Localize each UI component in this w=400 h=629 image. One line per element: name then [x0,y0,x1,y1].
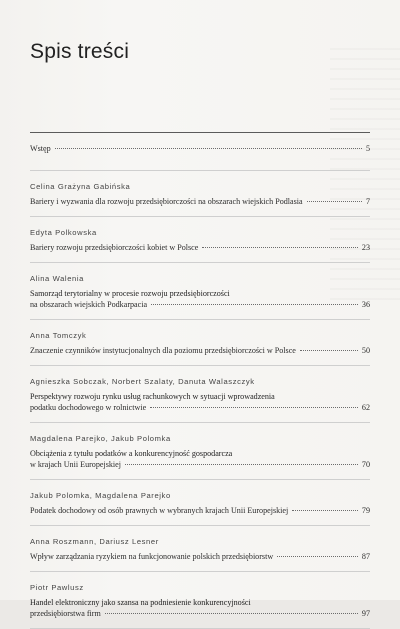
toc-entry-title-line: Perspektywy rozwoju rynku usług rachunkowych w sytuacji wprowadzenia [30,392,275,401]
toc-entry-authors: Edyta Polkowska [30,228,97,237]
toc-entry-page-number: 62 [361,403,370,412]
toc-entry-leader-line [30,242,370,253]
toc-entry-authors: Magdalena Parejko, Jakub Polomka [30,434,171,443]
toc-entry-leader-line [30,608,370,619]
toc-entry-leader-line [30,143,370,154]
toc-entry [30,366,370,423]
toc-entry-leader-line [30,505,370,516]
toc-entry [30,217,370,263]
toc-entry-title: przedsiębiorstwa firm [30,609,101,618]
dot-leader [307,201,362,202]
toc-entry-authors: Celina Grażyna Gabińska [30,182,131,191]
toc-entry-authors: Agnieszka Sobczak, Norbert Szalaty, Danuta Walaszczyk [30,377,255,386]
dot-leader [151,304,358,305]
toc-entry-title: Bariery i wyzwania dla rozwoju przedsiębiorczości na obszarach wiejskich Podlasia [30,197,303,206]
toc-entry [30,480,370,526]
toc-entry [30,526,370,572]
toc-entry-page-number: 50 [361,346,370,355]
toc-entry-page-number: 79 [361,506,370,515]
dot-leader [277,556,358,557]
dot-leader [105,613,358,614]
toc-entry [30,263,370,320]
toc-entry-leader-line [30,459,370,470]
toc-entry [30,572,370,629]
toc-entry-title: Podatek dochodowy od osób prawnych w wybranych krajach Unii Europejskiej [30,506,289,515]
dot-leader [55,148,362,149]
toc-entry-authors: Jakub Polomka, Magdalena Parejko [30,491,171,500]
toc-entry-title-line: Handel elektroniczny jako szansa na podniesienie konkurencyjności [30,598,251,607]
toc-entry-title: podatku dochodowego w rolnictwie [30,403,147,412]
dot-leader [150,407,358,408]
toc-entry-title: Wstęp [30,144,51,153]
toc-entry-title-line: Obciążenia z tytułu podatków a konkurencyjność gospodarcza [30,449,233,458]
toc-entry-page-number: 97 [361,609,370,618]
toc-entry [30,171,370,217]
toc-entry-page-number: 70 [361,460,370,469]
toc-entry-page-number: 87 [361,552,370,561]
toc-entry-leader-line [30,196,370,207]
toc-entry-leader-line [30,402,370,413]
dot-leader [125,464,358,465]
dot-leader [300,350,358,351]
toc-entry-authors: Alina Walenia [30,274,84,283]
toc-entry [30,320,370,366]
toc-entry-title: Wpływ zarządzania ryzykiem na funkcjonowanie polskich przedsiębiorstw [30,552,274,561]
toc-entry-title: w krajach Unii Europejskiej [30,460,122,469]
toc-entry [30,423,370,480]
toc-entry-title: na obszarach wiejskich Podkarpacia [30,300,148,309]
toc-entry-leader-line [30,551,370,562]
toc-entry-leader-line [30,345,370,356]
dot-leader [292,510,358,511]
page-title: Spis treści [30,40,130,63]
toc-entry-page-number: 36 [361,300,370,309]
toc-entry-authors: Piotr Pawlusz [30,583,84,592]
table-of-contents [30,136,370,629]
toc-entry [30,136,370,171]
toc-entry-title-line: Samorząd terytorialny w procesie rozwoju przedsiębiorczości [30,289,230,298]
toc-entry-title: Znaczenie czynników instytucjonalnych dla poziomu przedsiębiorczości w Polsce [30,346,296,355]
toc-entry-page-number: 5 [365,144,370,153]
toc-entry-authors: Anna Roszmann, Dariusz Lesner [30,537,159,546]
header-rule [30,132,370,133]
toc-entry-leader-line [30,299,370,310]
toc-entry-title: Bariery rozwoju przedsiębiorczości kobiet w Polsce [30,243,199,252]
dot-leader [202,247,358,248]
toc-entry-page-number: 23 [361,243,370,252]
toc-entry-page-number: 7 [365,197,370,206]
toc-entry-authors: Anna Tomczyk [30,331,87,340]
